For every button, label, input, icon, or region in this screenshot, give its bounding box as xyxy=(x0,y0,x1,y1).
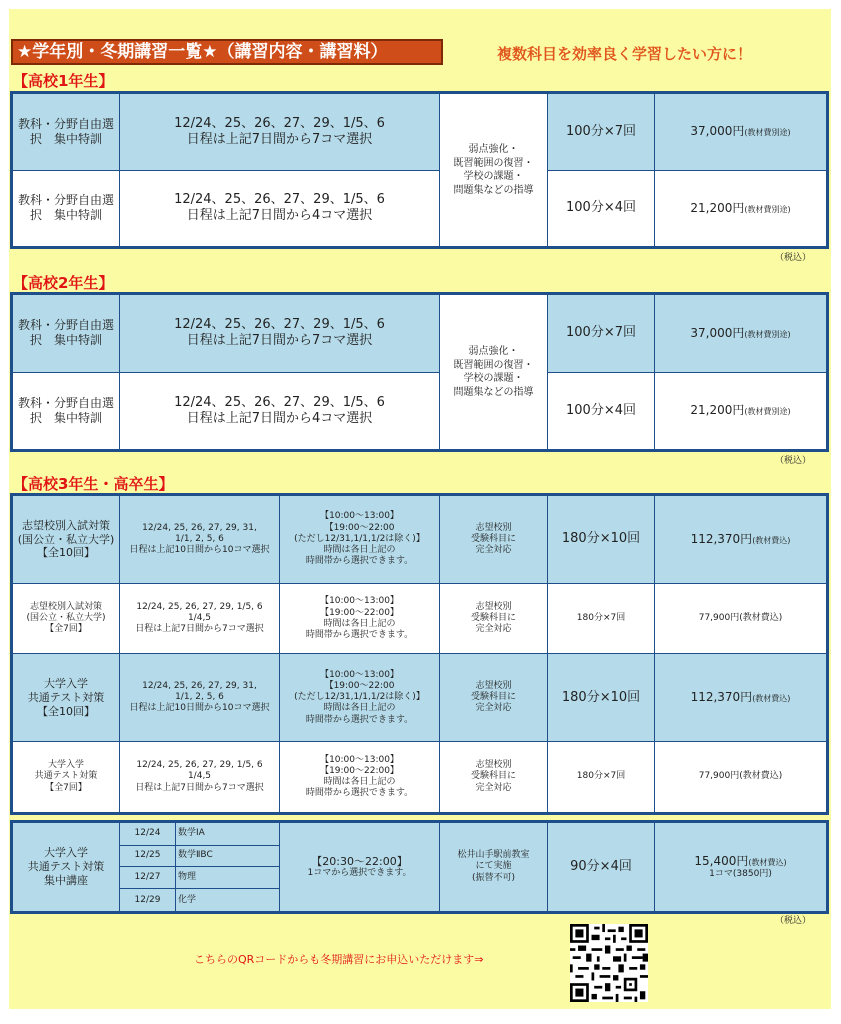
dates-cell: 12/24, 25, 26, 27, 29, 31, 1/1, 2, 5, 6 日程は上記10日間から10コマ選択 xyxy=(120,495,280,584)
price-cell: 112,370円(教材費込) xyxy=(655,495,828,584)
price-cell: 21,200円(教材費別途) xyxy=(655,372,828,451)
subject-date: 12/27 xyxy=(120,867,176,889)
grade2-table xyxy=(10,292,829,452)
timeslot-cell: 【10:00～13:00】 【19:00～22:00 (ただし12/31,1/1,1/2は除く)】 時間は各日上記の 時間帯から選択できます。 xyxy=(280,495,440,584)
timeslot-cell: 【20:30～22:00】 1コマから選択できます。 xyxy=(280,822,440,913)
dates-cell: 12/24、25、26、27、29、1/5、6 日程は上記7日間から4コマ選択 xyxy=(120,170,440,248)
grade-heading-3: 【高校3年生・高卒生】 xyxy=(13,475,174,493)
subject-name: 数学ⅠA xyxy=(176,822,280,846)
qr-code-icon[interactable] xyxy=(570,924,648,1002)
course-name: 大学入学 共通テスト対策 【全7回】 xyxy=(12,742,120,814)
dates-cell: 12/24、25、26、27、29、1/5、6 日程は上記7日間から7コマ選択 xyxy=(120,294,440,373)
qr-instruction: こちらのQRコードからも冬期講習にお申込いただけます⇒ xyxy=(194,953,484,966)
content-cell: 志望校別 受験科目に 完全対応 xyxy=(440,654,548,742)
subject-date: 12/25 xyxy=(120,845,176,867)
price-cell: 77,900円(教材費込) xyxy=(655,742,828,814)
dates-cell: 12/24, 25, 26, 27, 29, 1/5, 6 1/4,5 日程は上記7日間から7コマ選択 xyxy=(120,584,280,654)
dates-cell: 12/24、25、26、27、29、1/5、6 日程は上記7日間から4コマ選択 xyxy=(120,372,440,451)
timeslot-cell: 【10:00～13:00】 【19:00～22:00】 時間は各日上記の 時間帯から選択できます。 xyxy=(280,742,440,814)
content-cell: 弱点強化・ 既習範囲の復習・ 学校の課題・ 問題集などの指導 xyxy=(440,294,548,451)
content-cell: 弱点強化・ 既習範囲の復習・ 学校の課題・ 問題集などの指導 xyxy=(440,93,548,248)
content-cell: 志望校別 受験科目に 完全対応 xyxy=(440,742,548,814)
grade-heading-2: 【高校2年生】 xyxy=(13,274,114,292)
intensive-table xyxy=(10,820,829,914)
tax-note: （税込） xyxy=(775,456,812,466)
content-cell: 志望校別 受験科目に 完全対応 xyxy=(440,584,548,654)
subject-date: 12/29 xyxy=(120,889,176,913)
timeslot-cell: 【10:00～13:00】 【19:00～22:00 (ただし12/31,1/1,1/2は除く)】 時間は各日上記の 時間帯から選択できます。 xyxy=(280,654,440,742)
course-name: 志望校別入試対策 (国公立・私立大学) 【全7回】 xyxy=(12,584,120,654)
page-subtitle: 複数科目を効率良く学習したい方に！ xyxy=(497,45,753,63)
subject-name: 数学ⅡBC xyxy=(176,845,280,867)
course-name: 教科・分野自由選択 集中特訓 xyxy=(12,93,120,171)
duration-cell: 180分×7回 xyxy=(548,584,655,654)
duration-cell: 100分×4回 xyxy=(548,170,655,248)
duration-cell: 180分×10回 xyxy=(548,495,655,584)
duration-cell: 100分×4回 xyxy=(548,372,655,451)
price-cell: 21,200円(教材費別途) xyxy=(655,170,828,248)
price-cell: 77,900円(教材費込) xyxy=(655,584,828,654)
tax-note: （税込） xyxy=(775,253,812,263)
course-name: 志望校別入試対策 (国公立・私立大学) 【全10回】 xyxy=(12,495,120,584)
duration-cell: 90分×4回 xyxy=(548,822,655,913)
duration-cell: 100分×7回 xyxy=(548,93,655,171)
subject-date: 12/24 xyxy=(120,822,176,846)
grade1-table xyxy=(10,91,829,249)
course-name: 大学入学 共通テスト対策 集中講座 xyxy=(12,822,120,913)
tax-note: （税込） xyxy=(775,916,812,926)
page-title: ★学年別・冬期講習一覧★（講習内容・講習料） xyxy=(11,39,443,65)
course-name: 大学入学 共通テスト対策 【全10回】 xyxy=(12,654,120,742)
price-cell: 112,370円(教材費込) xyxy=(655,654,828,742)
duration-cell: 180分×10回 xyxy=(548,654,655,742)
course-name: 教科・分野自由選択 集中特訓 xyxy=(12,372,120,451)
price-cell: 37,000円(教材費別途) xyxy=(655,93,828,171)
content-cell: 松井山手駅前教室 にて実施 (振替不可) xyxy=(440,822,548,913)
subject-name: 化学 xyxy=(176,889,280,913)
flyer-sheet xyxy=(9,9,831,1009)
grade3-table xyxy=(10,493,829,815)
content-cell: 志望校別 受験科目に 完全対応 xyxy=(440,495,548,584)
dates-cell: 12/24, 25, 26, 27, 29, 31, 1/1, 2, 5, 6 日程は上記10日間から10コマ選択 xyxy=(120,654,280,742)
dates-cell: 12/24, 25, 26, 27, 29, 1/5, 6 1/4,5 日程は上記7日間から7コマ選択 xyxy=(120,742,280,814)
timeslot-cell: 【10:00～13:00】 【19:00～22:00】 時間は各日上記の 時間帯から選択できます。 xyxy=(280,584,440,654)
grade-heading-1: 【高校1年生】 xyxy=(13,72,114,90)
dates-cell: 12/24、25、26、27、29、1/5、6 日程は上記7日間から7コマ選択 xyxy=(120,93,440,171)
duration-cell: 100分×7回 xyxy=(548,294,655,373)
subject-name: 物理 xyxy=(176,867,280,889)
course-name: 教科・分野自由選択 集中特訓 xyxy=(12,294,120,373)
course-name: 教科・分野自由選択 集中特訓 xyxy=(12,170,120,248)
price-cell: 37,000円(教材費別途) xyxy=(655,294,828,373)
price-cell: 15,400円(教材費込) 1コマ(3850円) xyxy=(655,822,828,913)
duration-cell: 180分×7回 xyxy=(548,742,655,814)
